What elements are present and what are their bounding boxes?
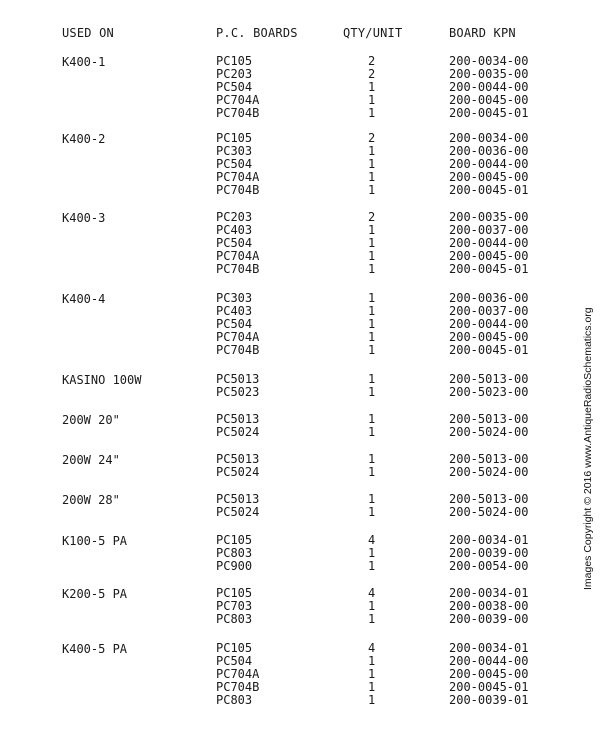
board-name: PC105 — [216, 54, 253, 68]
board-group — [0, 292, 570, 356]
used-on-label: 200W 20" — [62, 413, 120, 427]
board-kpn: 200-0038-00 — [449, 598, 529, 613]
qty-per-unit: 1 — [368, 248, 376, 263]
board-group — [0, 413, 570, 439]
qty-per-unit: 1 — [368, 105, 376, 120]
board-kpn: 200-0045-00 — [449, 666, 529, 681]
board-name: PC504 — [216, 156, 253, 171]
table-row — [0, 305, 570, 318]
board-name: PC5013 — [216, 412, 260, 426]
board-kpn: 200-0039-00 — [449, 545, 529, 560]
qty-per-unit: 4 — [368, 586, 376, 600]
qty-per-unit: 2 — [368, 66, 376, 81]
board-name: PC803 — [216, 611, 253, 626]
qty-per-unit: 1 — [368, 261, 376, 276]
board-kpn: 200-5024-00 — [449, 504, 529, 519]
board-name: PC900 — [216, 558, 253, 573]
table-row — [0, 642, 570, 655]
board-name: PC105 — [216, 533, 253, 547]
table-row — [0, 263, 570, 276]
board-kpn: 200-0034-01 — [449, 586, 529, 600]
qty-per-unit: 1 — [368, 329, 376, 344]
copyright-watermark: Images Copyright © 2016 www.AntiqueRadioSchematics.org — [582, 307, 594, 590]
table-row — [0, 344, 570, 357]
qty-per-unit: 1 — [368, 666, 376, 681]
table-row — [0, 211, 570, 224]
board-kpn: 200-0034-00 — [449, 131, 529, 145]
table-row — [0, 171, 570, 184]
board-kpn: 200-0044-00 — [449, 235, 529, 250]
table-row — [0, 224, 570, 237]
qty-per-unit: 1 — [368, 169, 376, 184]
board-name: PC303 — [216, 291, 253, 305]
table-row — [0, 466, 570, 479]
qty-per-unit: 4 — [368, 533, 376, 547]
board-group — [0, 534, 570, 573]
qty-per-unit: 1 — [368, 342, 376, 357]
used-on-label: K400-4 — [62, 292, 106, 306]
table-row — [0, 493, 570, 506]
board-name: PC704B — [216, 182, 260, 197]
board-group — [0, 132, 570, 196]
board-name: PC403 — [216, 222, 253, 237]
qty-per-unit: 1 — [368, 424, 376, 439]
header-pc-boards: P.C. BOARDS — [216, 26, 298, 40]
table-row — [0, 331, 570, 344]
board-name: PC403 — [216, 303, 253, 318]
board-name: PC803 — [216, 692, 253, 707]
board-kpn: 200-0054-00 — [449, 558, 529, 573]
board-kpn: 200-0045-01 — [449, 342, 529, 357]
board-name: PC5013 — [216, 372, 260, 386]
qty-per-unit: 1 — [368, 611, 376, 626]
board-name: PC704B — [216, 105, 260, 120]
board-kpn: 200-0036-00 — [449, 143, 529, 158]
used-on-label: 200W 24" — [62, 453, 120, 467]
board-name: PC5013 — [216, 492, 260, 506]
header-qty-unit: QTY/UNIT — [343, 26, 403, 40]
header-used-on: USED ON — [62, 26, 114, 40]
qty-per-unit: 1 — [368, 92, 376, 107]
qty-per-unit: 1 — [368, 558, 376, 573]
board-name: PC704A — [216, 329, 260, 344]
qty-per-unit: 4 — [368, 641, 376, 655]
qty-per-unit: 1 — [368, 679, 376, 694]
board-name: PC5024 — [216, 504, 260, 519]
board-kpn: 200-0045-01 — [449, 679, 529, 694]
table-row — [0, 386, 570, 399]
table-row — [0, 694, 570, 707]
board-name: PC703 — [216, 598, 253, 613]
board-name: PC105 — [216, 586, 253, 600]
board-name: PC704A — [216, 169, 260, 184]
board-name: PC504 — [216, 316, 253, 331]
qty-per-unit: 1 — [368, 291, 376, 305]
board-group — [0, 642, 570, 706]
qty-per-unit: 1 — [368, 504, 376, 519]
board-name: PC5024 — [216, 424, 260, 439]
qty-per-unit: 1 — [368, 692, 376, 707]
board-name: PC105 — [216, 131, 253, 145]
table-row — [0, 237, 570, 250]
table-row — [0, 547, 570, 560]
used-on-label: K100-5 PA — [62, 534, 128, 548]
table-row — [0, 184, 570, 197]
board-kpn: 200-0045-01 — [449, 182, 529, 197]
board-kpn: 200-0045-01 — [449, 261, 529, 276]
qty-per-unit: 2 — [368, 131, 376, 145]
board-kpn: 200-0045-01 — [449, 105, 529, 120]
table-row — [0, 534, 570, 547]
table-row — [0, 600, 570, 613]
qty-per-unit: 1 — [368, 653, 376, 668]
table-row — [0, 373, 570, 386]
board-group — [0, 493, 570, 519]
board-name: PC504 — [216, 79, 253, 94]
board-name: PC704B — [216, 342, 260, 357]
board-kpn: 200-0045-00 — [449, 92, 529, 107]
board-kpn: 200-0035-00 — [449, 66, 529, 81]
table-row — [0, 655, 570, 668]
board-kpn: 200-0045-00 — [449, 248, 529, 263]
board-group — [0, 373, 570, 399]
qty-per-unit: 1 — [368, 79, 376, 94]
board-group — [0, 587, 570, 626]
board-name: PC5024 — [216, 464, 260, 479]
board-name: PC5023 — [216, 384, 260, 399]
table-row — [0, 413, 570, 426]
qty-per-unit: 1 — [368, 222, 376, 237]
table-row — [0, 681, 570, 694]
board-kpn: 200-0045-00 — [449, 329, 529, 344]
table-row — [0, 81, 570, 94]
board-name: PC504 — [216, 235, 253, 250]
board-kpn: 200-0036-00 — [449, 291, 529, 305]
table-row — [0, 506, 570, 519]
board-group — [0, 211, 570, 275]
table-row — [0, 145, 570, 158]
qty-per-unit: 1 — [368, 452, 376, 466]
board-name: PC704A — [216, 92, 260, 107]
board-name: PC203 — [216, 210, 253, 224]
board-kpn: 200-5023-00 — [449, 384, 529, 399]
board-kpn: 200-0034-00 — [449, 54, 529, 68]
header-board-kpn: BOARD KPN — [449, 26, 516, 40]
board-kpn: 200-5013-00 — [449, 412, 529, 426]
qty-per-unit: 1 — [368, 303, 376, 318]
table-row — [0, 613, 570, 626]
qty-per-unit: 1 — [368, 464, 376, 479]
table-row — [0, 668, 570, 681]
board-name: PC704B — [216, 261, 260, 276]
board-name: PC203 — [216, 66, 253, 81]
table-row — [0, 68, 570, 81]
table-row — [0, 453, 570, 466]
qty-per-unit: 1 — [368, 384, 376, 399]
qty-per-unit: 1 — [368, 316, 376, 331]
used-on-label: K400-5 PA — [62, 642, 128, 656]
table-row — [0, 318, 570, 331]
board-kpn: 200-0034-01 — [449, 641, 529, 655]
board-name: PC704A — [216, 248, 260, 263]
board-kpn: 200-0045-00 — [449, 169, 529, 184]
qty-per-unit: 1 — [368, 598, 376, 613]
used-on-label: 200W 28" — [62, 493, 120, 507]
table-row — [0, 55, 570, 68]
board-kpn: 200-0037-00 — [449, 222, 529, 237]
table-row — [0, 158, 570, 171]
qty-per-unit: 1 — [368, 372, 376, 386]
qty-per-unit: 1 — [368, 156, 376, 171]
table-row — [0, 132, 570, 145]
board-kpn: 200-5013-00 — [449, 452, 529, 466]
table-row — [0, 250, 570, 263]
table-row — [0, 292, 570, 305]
table-row — [0, 587, 570, 600]
board-kpn: 200-0044-00 — [449, 156, 529, 171]
used-on-label: K400-3 — [62, 211, 106, 225]
qty-per-unit: 2 — [368, 54, 376, 68]
qty-per-unit: 1 — [368, 143, 376, 158]
board-kpn: 200-5013-00 — [449, 492, 529, 506]
board-kpn: 200-5013-00 — [449, 372, 529, 386]
used-on-label: K200-5 PA — [62, 587, 128, 601]
used-on-label: KASINO 100W — [62, 373, 142, 387]
board-kpn: 200-0037-00 — [449, 303, 529, 318]
board-group — [0, 55, 570, 119]
table-row — [0, 426, 570, 439]
board-name: PC704A — [216, 666, 260, 681]
board-group — [0, 453, 570, 479]
board-kpn: 200-5024-00 — [449, 464, 529, 479]
board-name: PC504 — [216, 653, 253, 668]
qty-per-unit: 1 — [368, 235, 376, 250]
board-kpn: 200-5024-00 — [449, 424, 529, 439]
used-on-label: K400-1 — [62, 55, 106, 69]
table-row — [0, 560, 570, 573]
board-name: PC5013 — [216, 452, 260, 466]
board-kpn: 200-0044-00 — [449, 653, 529, 668]
table-row — [0, 94, 570, 107]
board-kpn: 200-0044-00 — [449, 79, 529, 94]
board-name: PC803 — [216, 545, 253, 560]
qty-per-unit: 1 — [368, 412, 376, 426]
board-kpn: 200-0044-00 — [449, 316, 529, 331]
qty-per-unit: 2 — [368, 210, 376, 224]
board-kpn: 200-0034-01 — [449, 533, 529, 547]
board-name: PC303 — [216, 143, 253, 158]
qty-per-unit: 1 — [368, 182, 376, 197]
qty-per-unit: 1 — [368, 492, 376, 506]
board-name: PC704B — [216, 679, 260, 694]
board-kpn: 200-0035-00 — [449, 210, 529, 224]
table-row — [0, 107, 570, 120]
board-name: PC105 — [216, 641, 253, 655]
qty-per-unit: 1 — [368, 545, 376, 560]
board-kpn: 200-0039-01 — [449, 692, 529, 707]
board-kpn: 200-0039-00 — [449, 611, 529, 626]
used-on-label: K400-2 — [62, 132, 106, 146]
